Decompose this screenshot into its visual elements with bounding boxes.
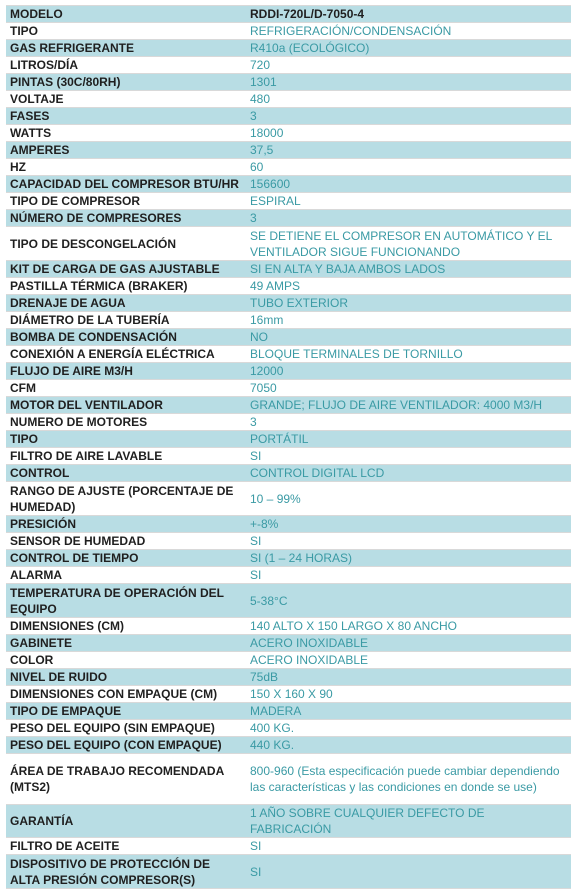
spec-value: 1301	[246, 74, 571, 91]
spec-value: 156600	[246, 176, 571, 193]
spec-label: SENSOR DE HUMEDAD	[6, 533, 246, 550]
spec-label: NUMERO DE MOTORES	[6, 414, 246, 431]
spec-value: 10 – 99%	[246, 482, 571, 516]
spec-row	[6, 838, 571, 855]
spec-label: TIPO	[6, 23, 246, 40]
spec-value: RDDI-720L/D-7050-4	[246, 6, 571, 23]
spec-row	[6, 23, 571, 40]
spec-value: 3	[246, 414, 571, 431]
spec-value: MADERA	[246, 703, 571, 720]
spec-label: CFM	[6, 380, 246, 397]
spec-row	[6, 227, 571, 261]
spec-value: 16mm	[246, 312, 571, 329]
spec-label: MODELO	[6, 6, 246, 23]
spec-row	[6, 261, 571, 278]
spec-label: DISPOSITIVO DE PROTECCIÓN DE ALTA PRESIÓN COMPRESOR(S)	[6, 855, 246, 889]
spec-value: 140 ALTO X 150 LARGO X 80 ANCHO	[246, 618, 571, 635]
spec-row	[6, 533, 571, 550]
spec-value: SI (1 – 24 HORAS)	[246, 550, 571, 567]
spec-value: ACERO INOXIDABLE	[246, 635, 571, 652]
spec-label: WATTS	[6, 125, 246, 142]
spec-row	[6, 431, 571, 448]
spec-table	[6, 5, 571, 889]
spec-label: TIPO DE COMPRESOR	[6, 193, 246, 210]
spec-label: CONEXIÓN A ENERGÍA ELÉCTRICA	[6, 346, 246, 363]
spec-label: GARANTÍA	[6, 805, 246, 838]
spec-row	[6, 91, 571, 108]
spec-row	[6, 380, 571, 397]
spec-label: PINTAS (30C/80RH)	[6, 74, 246, 91]
spec-value: GRANDE; FLUJO DE AIRE VENTILADOR: 4000 M3/H	[246, 397, 571, 414]
spec-value: 400 KG.	[246, 720, 571, 737]
spec-row	[6, 142, 571, 159]
spec-value: 60	[246, 159, 571, 176]
spec-value: 440 KG.	[246, 737, 571, 754]
spec-label: CONTROL	[6, 465, 246, 482]
spec-row	[6, 652, 571, 669]
spec-label: ALARMA	[6, 567, 246, 584]
spec-label: VOLTAJE	[6, 91, 246, 108]
spec-label: TIPO	[6, 431, 246, 448]
spec-row	[6, 805, 571, 838]
spec-row	[6, 363, 571, 380]
spec-row	[6, 108, 571, 125]
spec-value: SI EN ALTA Y BAJA AMBOS LADOS	[246, 261, 571, 278]
spec-row	[6, 159, 571, 176]
spec-row	[6, 312, 571, 329]
spec-table-body	[6, 6, 571, 889]
spec-label: TIPO DE DESCONGELACIÓN	[6, 227, 246, 261]
spec-value: SI	[246, 838, 571, 855]
spec-value: NO	[246, 329, 571, 346]
spec-label: PRESICIÓN	[6, 516, 246, 533]
spec-value: 1 AÑO SOBRE CUALQUIER DEFECTO DE FABRICACIÓN	[246, 805, 571, 838]
spec-label: DIMENSIONES (CM)	[6, 618, 246, 635]
spec-row	[6, 125, 571, 142]
spec-row	[6, 329, 571, 346]
spec-label: ÁREA DE TRABAJO RECOMENDADA (MTS2)	[6, 754, 246, 805]
spec-row	[6, 550, 571, 567]
spec-value: PORTÁTIL	[246, 431, 571, 448]
spec-label: FLUJO DE AIRE M3/H	[6, 363, 246, 380]
spec-row	[6, 6, 571, 23]
spec-label: PASTILLA TÉRMICA (BRAKER)	[6, 278, 246, 295]
spec-value: +-8%	[246, 516, 571, 533]
spec-label: MOTOR DEL VENTILADOR	[6, 397, 246, 414]
spec-row	[6, 584, 571, 618]
spec-row	[6, 669, 571, 686]
spec-label: HZ	[6, 159, 246, 176]
spec-row	[6, 414, 571, 431]
spec-label: GAS REFRIGERANTE	[6, 40, 246, 57]
spec-label: AMPERES	[6, 142, 246, 159]
spec-value: 12000	[246, 363, 571, 380]
spec-label: CAPACIDAD DEL COMPRESOR BTU/HR	[6, 176, 246, 193]
spec-row	[6, 618, 571, 635]
spec-row	[6, 465, 571, 482]
spec-row	[6, 703, 571, 720]
spec-row	[6, 346, 571, 363]
spec-value: 18000	[246, 125, 571, 142]
spec-row	[6, 176, 571, 193]
spec-label: RANGO DE AJUSTE (PORCENTAJE DE HUMEDAD)	[6, 482, 246, 516]
spec-value: 3	[246, 210, 571, 227]
spec-value: 7050	[246, 380, 571, 397]
spec-row	[6, 686, 571, 703]
spec-value: ACERO INOXIDABLE	[246, 652, 571, 669]
spec-row	[6, 193, 571, 210]
spec-row	[6, 397, 571, 414]
spec-row	[6, 720, 571, 737]
spec-value: 480	[246, 91, 571, 108]
spec-row	[6, 516, 571, 533]
spec-label: FASES	[6, 108, 246, 125]
spec-value: 720	[246, 57, 571, 74]
spec-value: TUBO EXTERIOR	[246, 295, 571, 312]
spec-value: 5-38°C	[246, 584, 571, 618]
spec-row	[6, 482, 571, 516]
spec-value: CONTROL DIGITAL LCD	[246, 465, 571, 482]
spec-value: SI	[246, 448, 571, 465]
spec-label: DIMENSIONES CON EMPAQUE (CM)	[6, 686, 246, 703]
spec-value: SI	[246, 567, 571, 584]
spec-row	[6, 635, 571, 652]
spec-label: TEMPERATURA DE OPERACIÓN DEL EQUIPO	[6, 584, 246, 618]
spec-value: 150 X 160 X 90	[246, 686, 571, 703]
spec-row	[6, 448, 571, 465]
spec-row	[6, 278, 571, 295]
spec-label: TIPO DE EMPAQUE	[6, 703, 246, 720]
spec-row	[6, 855, 571, 889]
spec-value: R410a (ECOLÓGICO)	[246, 40, 571, 57]
spec-value: 49 AMPS	[246, 278, 571, 295]
spec-value: SI	[246, 855, 571, 889]
spec-value: REFRIGERACIÓN/CONDENSACIÓN	[246, 23, 571, 40]
spec-label: GABINETE	[6, 635, 246, 652]
spec-row	[6, 567, 571, 584]
spec-label: FILTRO DE ACEITE	[6, 838, 246, 855]
spec-label: DIÁMETRO DE LA TUBERÍA	[6, 312, 246, 329]
spec-value: 3	[246, 108, 571, 125]
spec-label: BOMBA DE CONDENSACIÓN	[6, 329, 246, 346]
spec-label: LITROS/DÍA	[6, 57, 246, 74]
spec-row	[6, 57, 571, 74]
spec-row	[6, 40, 571, 57]
spec-row	[6, 210, 571, 227]
spec-row	[6, 74, 571, 91]
spec-label: NIVEL DE RUIDO	[6, 669, 246, 686]
spec-row	[6, 295, 571, 312]
spec-row	[6, 754, 571, 805]
spec-label: DRENAJE DE AGUA	[6, 295, 246, 312]
spec-value: BLOQUE TERMINALES DE TORNILLO	[246, 346, 571, 363]
spec-label: NÚMERO DE COMPRESORES	[6, 210, 246, 227]
spec-value: SE DETIENE EL COMPRESOR EN AUTOMÁTICO Y EL VENTILADOR SIGUE FUNCIONANDO	[246, 227, 571, 261]
spec-label: KIT DE CARGA DE GAS AJUSTABLE	[6, 261, 246, 278]
spec-label: PESO DEL EQUIPO (CON EMPAQUE)	[6, 737, 246, 754]
spec-value: SI	[246, 533, 571, 550]
spec-label: PESO DEL EQUIPO (SIN EMPAQUE)	[6, 720, 246, 737]
spec-label: FILTRO DE AIRE LAVABLE	[6, 448, 246, 465]
spec-label: COLOR	[6, 652, 246, 669]
spec-row	[6, 737, 571, 754]
spec-label: CONTROL DE TIEMPO	[6, 550, 246, 567]
spec-value: 800-960 (Esta especificación puede cambiar dependiendo las características y las condiciones en donde se use)	[246, 754, 571, 805]
spec-value: ESPIRAL	[246, 193, 571, 210]
spec-value: 37,5	[246, 142, 571, 159]
spec-value: 75dB	[246, 669, 571, 686]
